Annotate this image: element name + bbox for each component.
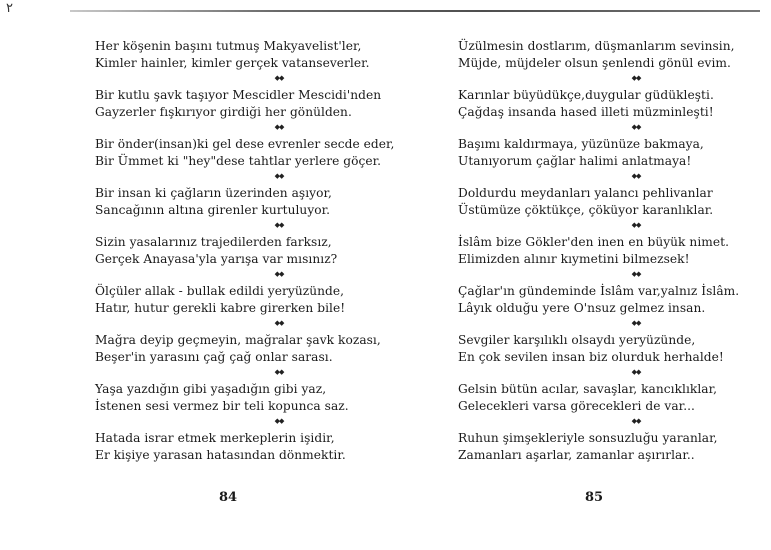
stanza xyxy=(95,87,395,136)
verse-line: Mağra deyip geçmeyin, mağralar şavk kozası, xyxy=(95,333,381,347)
stanza xyxy=(458,332,758,381)
stanza-separator: ◆◆ xyxy=(631,368,641,376)
stanza xyxy=(458,185,758,234)
stanza xyxy=(95,38,395,87)
stanza-separator: ◆◆ xyxy=(631,172,641,180)
left-page xyxy=(95,38,395,479)
verse-line: Utanıyorum çağlar halimi anlatmaya! xyxy=(458,154,692,168)
verse-line: Ölçüler allak - bullak edildi yeryüzünde, xyxy=(95,284,345,298)
stanza-separator: ◆◆ xyxy=(274,319,284,327)
stanza xyxy=(95,234,395,283)
verse-line: Er kişiye yarasan hatasından dönmektir. xyxy=(95,448,346,462)
verse-line: Doldurdu meydanları yalancı pehlivanlar xyxy=(458,186,713,200)
verse-line: Gelsin bütün acılar, savaşlar, kancıklıklar, xyxy=(458,382,718,396)
stanza xyxy=(458,38,758,87)
verse-line: Beşer'in yarasını çağ çağ onlar sarası. xyxy=(95,350,333,364)
verse-line: En çok sevilen insan biz olurduk herhalde! xyxy=(458,350,724,364)
verse-line: Sizin yasalarınız trajedilerden farksız, xyxy=(95,235,332,249)
verse-line: Bir kutlu şavk taşıyor Mescidler Mescidi'nden xyxy=(95,88,382,102)
verse-line: Çağdaş insanda hased illeti müzminleşti! xyxy=(458,105,714,119)
stanza-separator: ◆◆ xyxy=(631,123,641,131)
verse-line: Bir insan ki çağların üzerinden aşıyor, xyxy=(95,186,332,200)
verse-line: Ruhun şimşekleriyle sonsuzluğu yaranlar, xyxy=(458,431,718,445)
stanza xyxy=(458,234,758,283)
stanza xyxy=(95,136,395,185)
verse-line: Bir Ümmet ki "hey"dese tahtlar yerlere göçer. xyxy=(95,154,382,168)
verse-line: Başımı kaldırmaya, yüzünüze bakmaya, xyxy=(458,137,704,151)
verse-line: Hatada israr etmek merkeplerin işidir, xyxy=(95,431,335,445)
verse-line: Sancağının altına girenler kurtuluyor. xyxy=(95,203,331,217)
verse-line: Müjde, müjdeler olsun şenlendi gönül evim. xyxy=(458,56,731,70)
stanza-separator: ◆◆ xyxy=(274,270,284,278)
top-scan-rule xyxy=(70,10,760,12)
stanza xyxy=(95,332,395,381)
stanza-separator: ◆◆ xyxy=(274,221,284,229)
stanza xyxy=(95,283,395,332)
verse-line: Gerçek Anayasa'yla yarışa var mısınız? xyxy=(95,252,338,266)
verse-line: Bir önder(insan)ki gel dese evrenler secde eder, xyxy=(95,137,395,151)
verse-line: Zamanları aşarlar, zamanlar aşırırlar.. xyxy=(458,448,695,462)
verse-line: Elimizden alınır kıymetini bilmezsek! xyxy=(458,252,690,266)
stanza-separator: ◆◆ xyxy=(631,417,641,425)
verse-line: İslâm bize Gökler'den inen en büyük nimet. xyxy=(458,235,730,249)
stanza-separator: ◆◆ xyxy=(631,221,641,229)
verse-line: Kimler hainler, kimler gerçek vatanseverler. xyxy=(95,56,370,70)
stanza-separator: ◆◆ xyxy=(631,74,641,82)
stanza xyxy=(458,87,758,136)
right-page xyxy=(458,38,758,479)
verse-line: Lâyık olduğu yere O'nsuz gelmez insan. xyxy=(458,301,706,315)
page-number-left: 84 xyxy=(219,490,238,505)
stanza-separator: ◆◆ xyxy=(631,270,641,278)
verse-line: İstenen sesi vermez bir teli kopunca saz. xyxy=(95,399,349,413)
verse-line: Sevgiler karşılıklı olsaydı yeryüzünde, xyxy=(458,333,696,347)
stanza xyxy=(95,185,395,234)
verse-line: Üzülmesin dostlarım, düşmanlarım sevinsin, xyxy=(458,39,735,53)
corner-mark: ٢ xyxy=(6,1,13,16)
verse-line: Yaşa yazdığın gibi yaşadığın gibi yaz, xyxy=(95,382,327,396)
stanza-separator: ◆◆ xyxy=(274,417,284,425)
stanza xyxy=(458,430,758,479)
verse-line: Her köşenin başını tutmuş Makyavelist'ler, xyxy=(95,39,362,53)
stanza-separator: ◆◆ xyxy=(274,74,284,82)
stanza-separator: ◆◆ xyxy=(631,319,641,327)
stanza xyxy=(95,430,395,479)
stanza xyxy=(458,283,758,332)
stanza xyxy=(458,136,758,185)
stanza-separator: ◆◆ xyxy=(274,172,284,180)
verse-line: Üstümüze çöktükçe, çöküyor karanlıklar. xyxy=(458,203,714,217)
verse-line: Hatır, hutur gerekli kabre girerken bile! xyxy=(95,301,346,315)
stanza xyxy=(95,381,395,430)
verse-line: Gayzerler fışkırıyor girdiği her gönülden. xyxy=(95,105,352,119)
stanza-separator: ◆◆ xyxy=(274,123,284,131)
stanza-separator: ◆◆ xyxy=(274,368,284,376)
verse-line: Çağlar'ın gündeminde İslâm var,yalnız İslâm. xyxy=(458,284,740,298)
stanza xyxy=(458,381,758,430)
verse-line: Gelecekleri varsa görecekleri de var... xyxy=(458,399,695,413)
verse-line: Karınlar büyüdükçe,duygular güdükleşti. xyxy=(458,88,714,102)
page-number-right: 85 xyxy=(585,490,604,505)
